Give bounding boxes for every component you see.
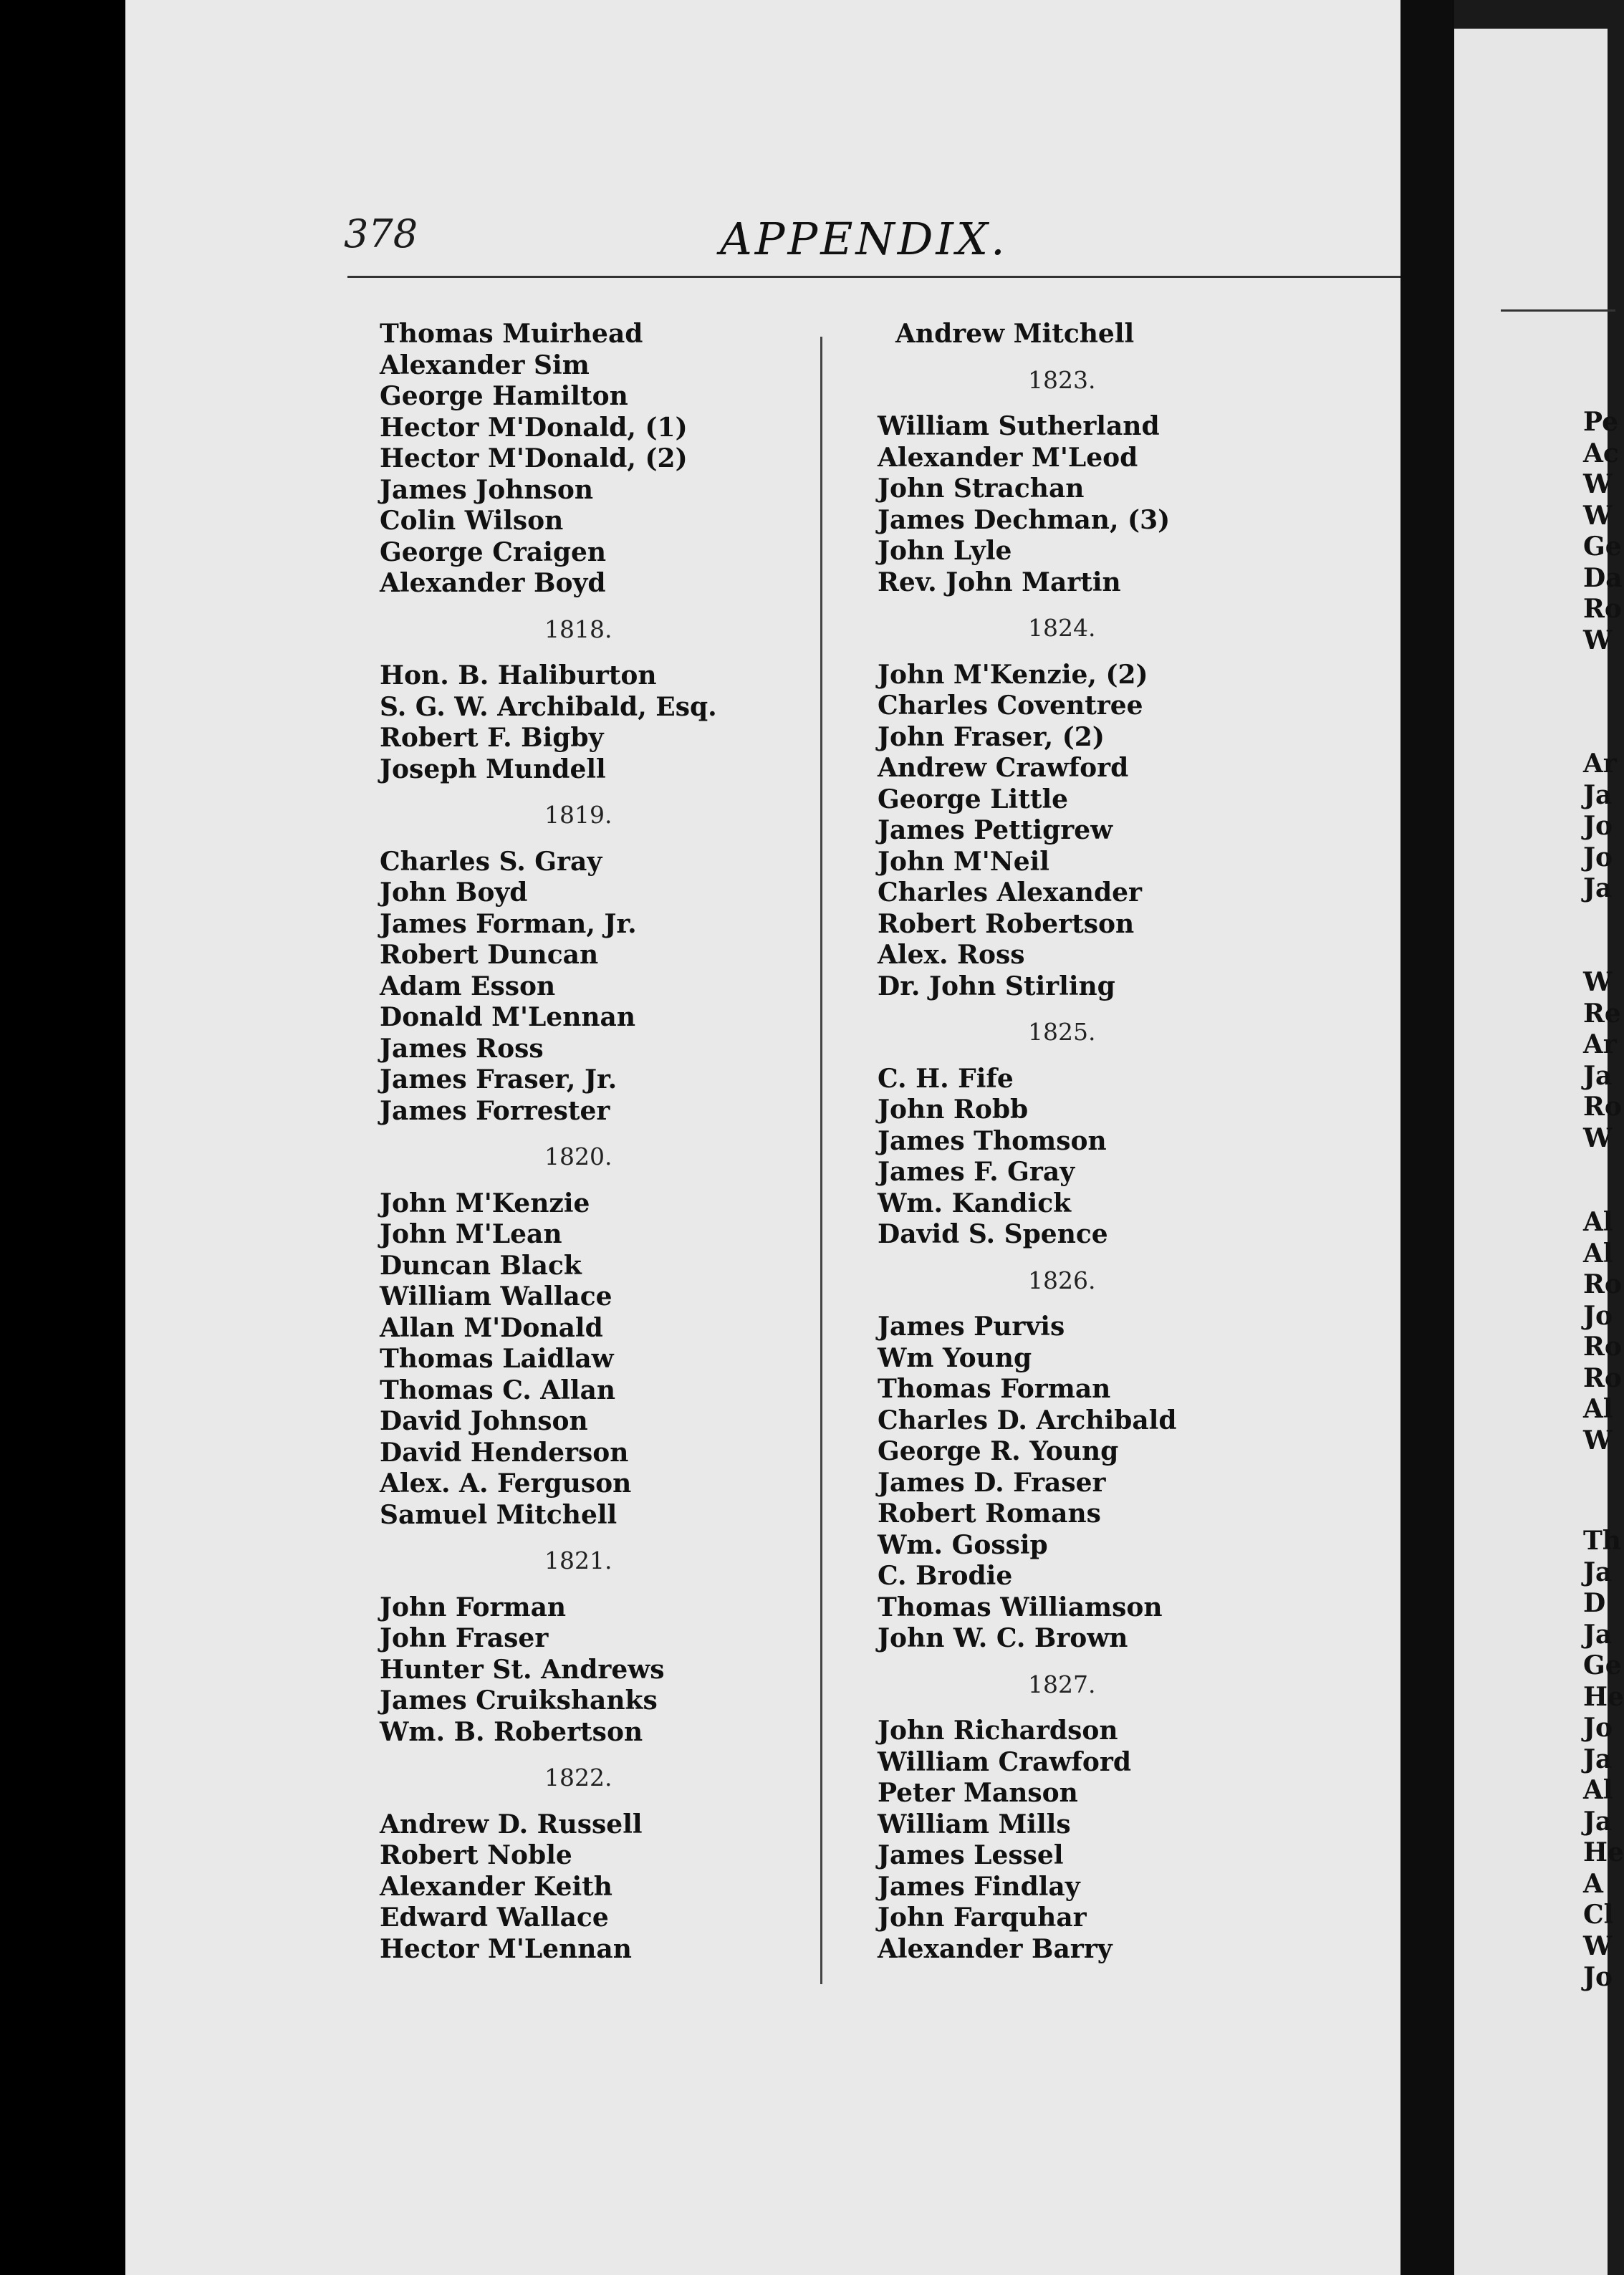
name-entry: David S. Spence — [878, 1219, 1108, 1249]
name-entry: George Craigen — [380, 537, 607, 567]
adjacent-fragment: Ro — [1583, 1092, 1622, 1122]
year-heading: 1819. — [544, 801, 612, 829]
name-entry: Charles Alexander — [878, 877, 1143, 908]
name-entry: James Dechman, (3) — [878, 504, 1171, 535]
name-entry: Charles S. Gray — [380, 846, 602, 877]
name-entry: James Thomson — [878, 1125, 1107, 1156]
year-group — [380, 614, 781, 786]
name-entry: William Mills — [878, 1809, 1071, 1839]
name-entry: Andrew Crawford — [878, 753, 1129, 783]
page-title: APPENDIX. — [720, 213, 1008, 265]
adjacent-fragment: Jo — [1583, 1713, 1613, 1743]
adjacent-fragment: Pe — [1583, 407, 1619, 437]
name-entry: John Robb — [878, 1095, 1029, 1125]
book-gutter — [1400, 0, 1454, 2275]
adjacent-fragment: Al — [1583, 1238, 1613, 1269]
name-entry: William Wallace — [380, 1281, 612, 1312]
page-number: 378 — [344, 211, 418, 256]
name-entry: James F. Gray — [878, 1157, 1075, 1187]
name-entry: Robert Romans — [878, 1499, 1101, 1529]
adjacent-fragment: He — [1583, 1837, 1624, 1867]
name-entry: James Forman, Jr. — [380, 908, 637, 939]
name-entry: George Little — [878, 784, 1069, 814]
name-entry: Alexander Keith — [380, 1871, 612, 1902]
right-column — [878, 319, 1322, 1965]
name-entry: Robert Duncan — [380, 940, 599, 970]
name-entry: James Cruikshanks — [380, 1685, 658, 1716]
year-group — [878, 365, 1322, 599]
adjacent-fragment: W — [1583, 1425, 1613, 1456]
year-group — [878, 1265, 1322, 1655]
name-entry: Hon. B. Haliburton — [380, 660, 657, 691]
adjacent-fragment: Ja — [1583, 779, 1613, 810]
adjacent-fragment: Ja — [1583, 1557, 1613, 1587]
adjacent-page — [1454, 29, 1624, 2275]
name-entry: James Pettigrew — [878, 815, 1113, 845]
year-group — [878, 1016, 1322, 1251]
year-group — [878, 319, 1322, 350]
left-column — [380, 319, 781, 1965]
year-heading: 1824. — [1028, 614, 1096, 642]
adjacent-fragment: Ac — [1583, 438, 1619, 468]
adjacent-fragment: W — [1583, 500, 1613, 531]
name-entry: James Ross — [380, 1033, 544, 1064]
year-heading: 1818. — [544, 615, 612, 643]
name-entry: Samuel Mitchell — [380, 1499, 618, 1530]
name-entry: C. H. Fife — [878, 1063, 1014, 1094]
name-entry: Andrew Mitchell — [895, 319, 1135, 349]
name-entry: Peter Manson — [878, 1778, 1078, 1808]
name-entry: Allan M'Donald — [380, 1312, 603, 1343]
adjacent-fragment: Ro — [1583, 1332, 1622, 1362]
name-entry: Charles Coventree — [878, 691, 1143, 721]
adjacent-fragment: Ge — [1583, 532, 1622, 562]
name-entry: John Fraser, (2) — [878, 721, 1105, 752]
adjacent-fragment: Ar — [1583, 749, 1617, 779]
name-entry: Thomas Laidlaw — [380, 1344, 614, 1374]
adjacent-fragment: Ro — [1583, 594, 1622, 624]
name-entry: John Farquhar — [878, 1903, 1087, 1933]
adjacent-fragment: Ro — [1583, 1362, 1622, 1393]
adjacent-fragment: Al — [1583, 1775, 1613, 1805]
adjacent-fragment: Ja — [1583, 1743, 1613, 1774]
adjacent-fragment-block — [1583, 967, 1622, 1154]
name-entry: Duncan Black — [380, 1250, 582, 1281]
name-entry: Wm. B. Robertson — [380, 1716, 643, 1747]
name-entry: John Boyd — [380, 877, 528, 908]
name-entry: Alexander Sim — [380, 350, 590, 380]
year-heading: 1826. — [1028, 1266, 1096, 1294]
year-group — [380, 799, 781, 1127]
adjacent-fragment: Ja — [1583, 1619, 1613, 1650]
name-entry: John M'Kenzie, (2) — [878, 659, 1148, 690]
name-entry: James Forrester — [380, 1095, 610, 1126]
name-entry: Wm. Gossip — [878, 1529, 1048, 1560]
name-entry: Wm. Kandick — [878, 1188, 1072, 1218]
name-entry: Hector M'Donald, (1) — [380, 412, 688, 443]
name-entry: Donald M'Lennan — [380, 1002, 636, 1032]
name-entry: Hector M'Donald, (2) — [380, 443, 688, 473]
name-entry: George Hamilton — [380, 381, 628, 411]
column-divider — [820, 337, 822, 1984]
adjacent-fragment: Ge — [1583, 1650, 1622, 1680]
name-entry: Joseph Mundell — [380, 754, 606, 784]
name-entry: Charles D. Archibald — [878, 1405, 1177, 1435]
adjacent-fragment: W — [1583, 1122, 1613, 1153]
name-entry: James Purvis — [878, 1312, 1065, 1342]
name-entry: John Fraser — [380, 1623, 549, 1653]
year-group — [878, 612, 1322, 1002]
page-header — [125, 204, 1400, 276]
year-heading: 1827. — [1028, 1670, 1096, 1698]
name-entry: John Strachan — [878, 473, 1085, 504]
name-entry: Alexander Barry — [878, 1933, 1113, 1964]
name-entry: Robert F. Bigby — [380, 723, 604, 753]
name-entry: Hunter St. Andrews — [380, 1654, 665, 1685]
adjacent-fragment: A — [1583, 1868, 1603, 1899]
name-entry: John Lyle — [878, 536, 1012, 566]
name-entry: Alexander M'Leod — [878, 442, 1138, 473]
year-group — [380, 1762, 781, 1965]
adjacent-fragment-block — [1583, 1526, 1624, 1993]
adjacent-fragment: He — [1583, 1681, 1624, 1712]
name-entry: John Forman — [380, 1592, 567, 1622]
adjacent-fragment: Ja — [1583, 873, 1613, 903]
adjacent-fragment: Da — [1583, 562, 1623, 593]
name-entry: Thomas Muirhead — [380, 319, 643, 349]
name-entry: Wm Young — [878, 1342, 1032, 1373]
book-page — [125, 0, 1400, 2275]
name-entry: Rev. John Martin — [878, 567, 1121, 597]
name-entry: Alex. A. Ferguson — [380, 1468, 632, 1499]
year-heading: 1825. — [1028, 1018, 1096, 1046]
adjacent-fragment: Jo — [1583, 842, 1613, 872]
adjacent-fragment: Jo — [1583, 1300, 1613, 1331]
name-entry: James Fraser, Jr. — [380, 1064, 618, 1095]
adjacent-fragment: W — [1583, 469, 1613, 499]
name-entry: Robert Robertson — [878, 908, 1135, 939]
adjacent-fragment: D — [1583, 1588, 1606, 1618]
name-entry: Dr. John Stirling — [878, 971, 1115, 1001]
adjacent-fragment: Ja — [1583, 1060, 1613, 1091]
adjacent-fragment-block — [1583, 1207, 1622, 1456]
name-entry: Alexander Boyd — [380, 568, 606, 598]
adjacent-fragment: Ro — [1583, 1269, 1622, 1299]
year-heading: 1820. — [544, 1143, 612, 1170]
adjacent-fragment: Al — [1583, 1207, 1613, 1237]
name-entry: Edward Wallace — [380, 1903, 609, 1933]
adjacent-fragment: W — [1583, 1930, 1613, 1961]
name-entry: Hector M'Lennan — [380, 1933, 632, 1964]
adjacent-fragment: Jo — [1583, 1962, 1613, 1992]
adjacent-header-rule — [1501, 309, 1615, 312]
year-heading: 1821. — [544, 1547, 612, 1574]
name-entry: Adam Esson — [380, 971, 556, 1001]
adjacent-fragment: Jo — [1583, 811, 1613, 841]
name-entry: Thomas Williamson — [878, 1592, 1163, 1622]
year-group — [380, 319, 781, 600]
adjacent-fragment: Ja — [1583, 1806, 1613, 1837]
name-entry: William Crawford — [878, 1746, 1132, 1777]
name-entry: James Findlay — [878, 1871, 1080, 1902]
name-entry: William Sutherland — [878, 411, 1160, 441]
name-entry: Thomas C. Allan — [380, 1375, 616, 1405]
name-entry: James Johnson — [380, 474, 594, 505]
adjacent-fragment-block — [1583, 407, 1623, 656]
name-entry: Robert Noble — [380, 1840, 572, 1870]
name-entry: George R. Young — [878, 1436, 1119, 1466]
name-entry: David Johnson — [380, 1406, 588, 1436]
name-entry: John M'Neil — [878, 846, 1049, 877]
name-entry: S. G. W. Archibald, Esq. — [380, 691, 717, 722]
adjacent-fragment: W — [1583, 967, 1613, 997]
name-entry: James D. Fraser — [878, 1467, 1106, 1498]
name-entry: John M'Lean — [380, 1219, 562, 1249]
name-entry: John M'Kenzie — [380, 1188, 590, 1218]
name-entry: John W. C. Brown — [878, 1623, 1128, 1653]
name-entry: David Henderson — [380, 1437, 629, 1468]
name-entry: John Richardson — [878, 1716, 1118, 1746]
year-group — [878, 1669, 1322, 1966]
name-entry: Thomas Forman — [878, 1374, 1111, 1404]
adjacent-fragment: Ar — [1583, 1029, 1617, 1059]
name-entry: Andrew D. Russell — [380, 1809, 643, 1839]
adjacent-fragment: Al — [1583, 1394, 1613, 1424]
name-entry: C. Brodie — [878, 1561, 1013, 1591]
adjacent-fragment-block — [1583, 749, 1617, 905]
name-entry: Colin Wilson — [380, 506, 564, 536]
adjacent-fragment: Re — [1583, 998, 1621, 1029]
header-rule — [347, 276, 1465, 278]
name-entry: Alex. Ross — [878, 940, 1025, 970]
name-entry: James Lessel — [878, 1840, 1064, 1870]
scan-left-margin — [0, 0, 125, 2275]
year-group — [380, 1545, 781, 1748]
year-group — [380, 1141, 781, 1531]
adjacent-fragment: Th — [1583, 1526, 1621, 1556]
adjacent-fragment: Cl — [1583, 1900, 1614, 1930]
year-heading: 1823. — [1028, 365, 1096, 394]
adjacent-fragment: W — [1583, 625, 1613, 655]
year-heading: 1822. — [544, 1764, 612, 1791]
